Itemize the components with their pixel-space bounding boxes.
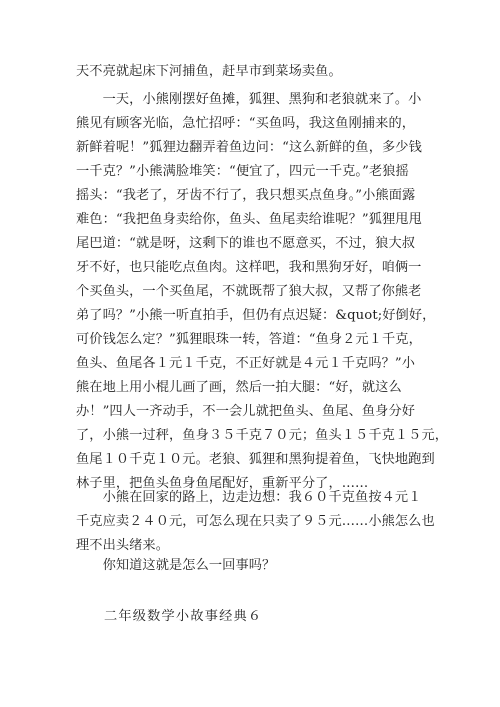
text-line: 千克应卖２４０元，可怎么现在只卖了９５元……小熊怎么也 xyxy=(76,514,435,529)
text-line: 天不亮就起床下河捕鱼，赶早市到菜场卖鱼。 xyxy=(76,64,342,79)
text-line: 可价钱怎么定？”狐狸眼珠一转，答道：“鱼身２元１千克， xyxy=(76,332,422,347)
text-line: 你知道这就是怎么一回事吗？ xyxy=(76,558,276,573)
text-line: 办！”四人一齐动手，不一会儿就把鱼头、鱼尾、鱼身分好 xyxy=(76,404,416,419)
text-line: 难色：“我把鱼身卖给你，鱼头、鱼尾卖给谁呢？”狐狸甩甩 xyxy=(76,212,422,227)
text-line: 熊在地上用小棍儿画了画，然后一拍大腿：“好，就这么 xyxy=(76,380,402,395)
text-line: 牙不好，也只能吃点鱼肉。这样吧，我和黑狗牙好，咱俩一 xyxy=(76,260,422,275)
section-title: 二年级数学小故事经典６ xyxy=(104,609,263,624)
text-line: 鱼尾１０千克１０元。老狼、狐狸和黑狗提着鱼，飞快地跑到 xyxy=(76,452,435,467)
text-line: 了，小熊一过秤，鱼身３５千克７０元；鱼头１５千克１５元， xyxy=(76,428,449,443)
text-line: 个买鱼头，一个买鱼尾，不就既帮了狼大叔，又帮了你熊老 xyxy=(76,284,422,299)
paragraph-story xyxy=(76,88,449,496)
text-line: 熊见有顾客光临，急忙招呼：“买鱼吗，我这鱼刚捕来的， xyxy=(76,116,416,131)
text-line: 林子里，把鱼头鱼身鱼尾配好，重新平分了，…… xyxy=(76,476,369,491)
text-line: 一天，小熊刚摆好鱼摊，狐狸、黑狗和老狼就来了。小 xyxy=(76,92,422,107)
text-line: 摇头：“我老了，牙齿不行了，我只想买点鱼身。”小熊面露 xyxy=(76,188,416,203)
text-line: 鱼头、鱼尾各１元１千克，不正好就是４元１千克吗？”小 xyxy=(76,356,416,371)
text-line: 新鲜着呢！”狐狸边翻弄着鱼边问：“这么新鲜的鱼，多少钱 xyxy=(76,140,422,155)
paragraph-question xyxy=(76,554,434,578)
paragraph-reflection xyxy=(76,486,434,558)
text-line: 理不出头绪来。 xyxy=(76,538,170,553)
text-line: 一千克？”小熊满脸堆笑：“便宜了，四元一千克。”老狼摇 xyxy=(76,164,409,179)
text-line: 小熊在回家的路上，边走边想：我６０千克鱼按４元１ xyxy=(76,490,422,505)
paragraph-intro xyxy=(76,60,434,84)
text-line: 尾巴道：“就是呀，这剩下的谁也不愿意买，不过，狼大叔 xyxy=(76,236,416,251)
text-line: 弟了吗？”小熊一听直拍手，但仍有点迟疑：&quot;好倒好， xyxy=(76,308,436,323)
